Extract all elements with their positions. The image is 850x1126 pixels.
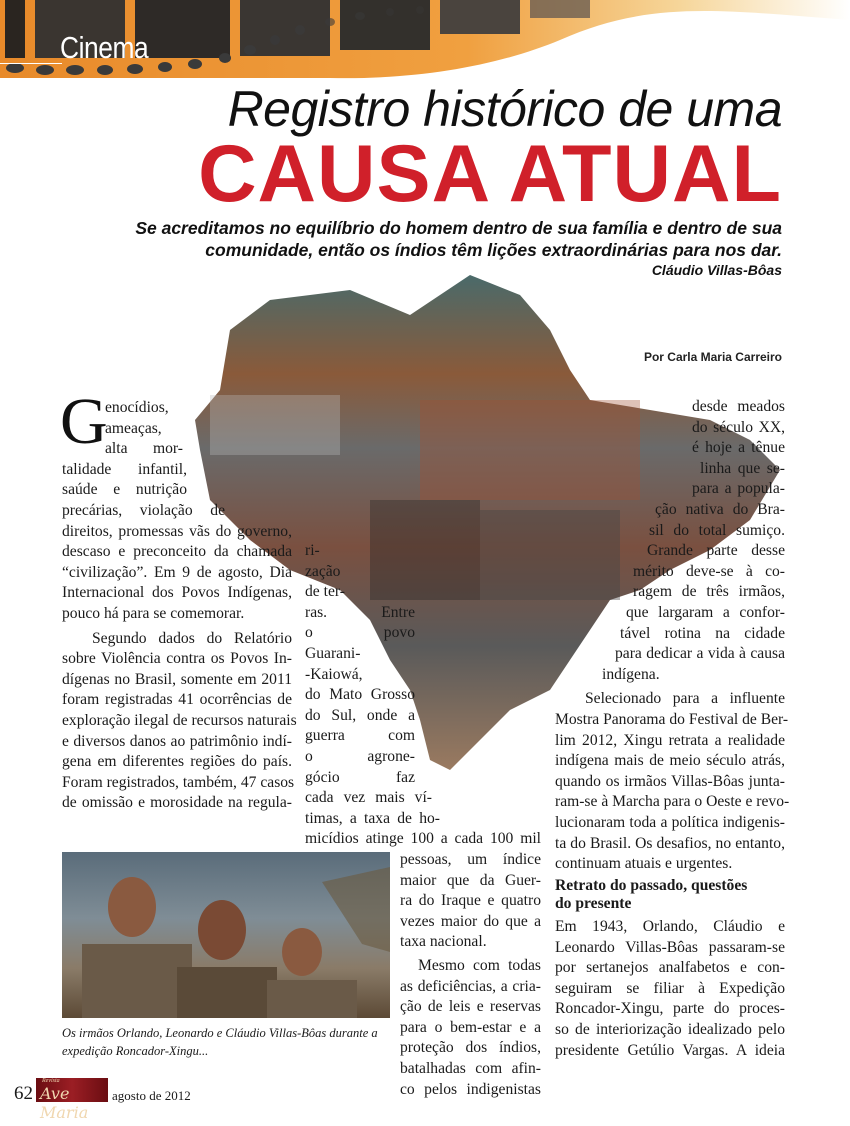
text-line: do Mato Grosso — [305, 686, 415, 704]
text-line: e diversos danos ao patrimônio indí- — [62, 732, 292, 750]
text-line: as deficiências, a cria- — [400, 977, 541, 995]
section-label: Cinema — [60, 30, 149, 65]
magazine-logo — [36, 1078, 108, 1122]
text-line: guerra com — [305, 727, 415, 745]
text-line: foram registradas 41 ocorrências de — [62, 691, 292, 709]
text-line: taxa nacional. — [400, 933, 487, 951]
text-line: exploração ilegal de recursos naturais — [62, 712, 297, 729]
text-line: Internacional dos Povos Indígenas, — [62, 584, 292, 602]
text-line: lucionaram toda a política indigenis- — [555, 814, 785, 831]
text-line: indígena. — [602, 665, 660, 683]
text-line: ameaças, — [105, 419, 162, 437]
text-line: direitos, promessas vãs do governo, — [62, 522, 292, 540]
text-line: ra do Iraque e quatro — [400, 892, 541, 910]
text-line: desde meados — [692, 398, 785, 415]
text-line: co pelos indigenistas — [400, 1080, 541, 1098]
page-number: 62 — [14, 1083, 33, 1104]
text-line: Mostra Panorama do Festival de Ber- — [555, 711, 789, 728]
drop-cap: G — [60, 385, 108, 458]
text-line: lim 2012, Xingu retrata a realidade — [555, 731, 785, 749]
text-line: do Sul, onde a — [305, 706, 415, 724]
text-line: ção de leis e reservas — [400, 998, 541, 1016]
quote-author: Cláudio Villas-Bôas — [651, 262, 782, 278]
text-line: Mesmo com todas — [418, 957, 541, 974]
text-line: é hoje a tênue — [692, 439, 785, 457]
text-line: ras. Entre — [305, 603, 415, 621]
text-line: seguiram se filiar à Expedição — [555, 979, 785, 997]
logo-title: Ave Maria — [40, 1084, 89, 1122]
text-line: ção nativa do Bra- — [655, 501, 785, 518]
text-line: timas, a taxa de ho- — [305, 809, 440, 827]
text-line: micídios atinge 100 a cada 100 mil — [305, 830, 541, 848]
text-line: presidente Getúlio Vargas. A ideia — [555, 1041, 785, 1059]
text-line: Foram registrados, também, 47 casos — [62, 773, 295, 791]
text-line: mérito deve-se à co- — [633, 562, 785, 580]
text-line: por sertanejos analfabetos e con- — [555, 959, 785, 977]
text-line: Segundo dados do Relatório — [92, 629, 292, 647]
text-line: que largaram a confor- — [626, 604, 785, 621]
text-line: do presente — [555, 895, 632, 912]
text-line: para a popula- — [692, 480, 785, 498]
text-line: sil do total sumiço. — [649, 521, 785, 539]
text-line: tável rotina na cidade — [620, 624, 785, 642]
headline-kicker: Registro histórico de uma — [227, 81, 782, 137]
headline: CAUSA ATUAL — [198, 129, 782, 219]
text-line: ri- — [305, 542, 320, 559]
text-line: so de interiorização idealizado pelo — [555, 1021, 785, 1038]
text-line: maior que da Guer- — [400, 871, 541, 889]
text-line: indígena mais de meio século atrás, — [555, 752, 785, 770]
text-line: ram-se à Marcha para o Oeste e revo- — [555, 793, 790, 811]
text-line: Selecionado para a influente — [585, 690, 785, 708]
text-line: talidade infantil, — [62, 460, 187, 478]
text-line: para dedicar a vida à causa — [615, 645, 785, 663]
text-line: linha que se- — [700, 459, 785, 477]
text-line: saúde e nutrição — [62, 481, 187, 499]
text-line: quando os irmãos Villas-Bôas junta- — [555, 772, 785, 790]
text-line: Roncador-Xingu, parte do proces- — [555, 1000, 785, 1018]
text-line: Guarani- — [305, 645, 361, 662]
text-line: de omissão e morosidade na regula- — [62, 794, 292, 812]
text-line: Retrato do passado, questões — [555, 877, 748, 894]
byline: Por Carla Maria Carreiro — [643, 350, 782, 364]
pull-quote: Se acreditamos no equilíbrio do homem dentro de sua família e dentro de sua comunidade, então os índios têm lições extraordinárias para nos dar. — [135, 218, 782, 260]
issue-date: agosto de 2012 — [112, 1088, 191, 1103]
text-line: -Kaiowá, — [305, 665, 363, 683]
text-line: enocídios, — [105, 399, 169, 416]
text-line: de ter- — [305, 583, 345, 601]
photo-caption: Os irmãos Orlando, Leonardo e Cláudio Villas-Bôas durante a expedição Roncador-Xingu... — [62, 1026, 378, 1058]
text-line: sobre Violência contra os Povos In- — [62, 650, 292, 668]
text-line: dígenas no Brasil, somente em 2011 — [62, 670, 292, 688]
text-line: continuam atuais e urgentes. — [555, 855, 733, 873]
text-line: precárias, violação de — [62, 502, 225, 519]
text-line: alta mor- — [105, 440, 183, 458]
logo-small-text: Revista — [42, 1078, 60, 1084]
text-line: o agrone- — [305, 748, 415, 765]
text-line: vezes maior do que a — [400, 912, 541, 930]
text-line: proteção dos índios, — [400, 1039, 541, 1057]
text-line: Em 1943, Orlando, Cláudio e — [555, 918, 785, 935]
text-line: ta do Brasil. Os desafios, no entanto, — [555, 834, 785, 852]
text-line: para o bem-estar e a — [400, 1018, 541, 1036]
text-line: do século XX, — [692, 418, 785, 436]
text-line: gena em diferentes regiões do país. — [62, 753, 292, 771]
text-line: ragem de três irmãos, — [633, 583, 785, 601]
text-line: pouco há para se comemorar. — [62, 605, 245, 622]
section-rule — [0, 63, 62, 64]
text-line: pessoas, um índice — [400, 851, 541, 868]
text-line: o povo — [305, 624, 415, 642]
text-line: batalhadas com afin- — [400, 1060, 541, 1077]
text-line: cada vez mais ví- — [305, 789, 432, 807]
text-line: Leonardo Villas-Bôas passaram-se — [555, 938, 785, 956]
villas-boas-brothers-photo — [62, 852, 390, 1018]
text-line: descaso e preconceito da chamada — [62, 543, 292, 561]
text-line: “civilização”. Em 9 de agosto, Dia — [62, 563, 292, 581]
text-line: Grande parte desse — [647, 542, 785, 560]
text-line: zação — [305, 562, 341, 580]
text-line: gócio faz — [305, 768, 415, 786]
